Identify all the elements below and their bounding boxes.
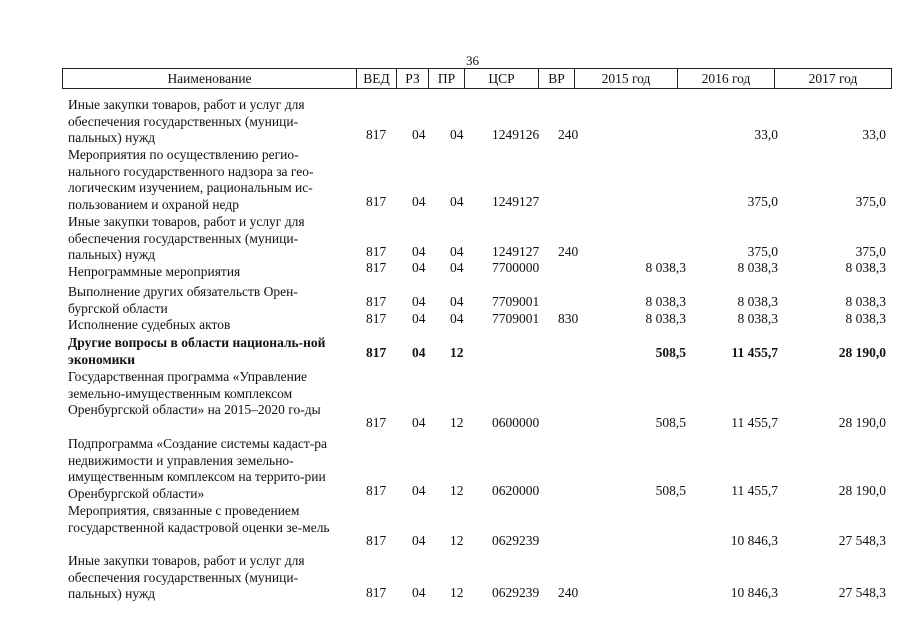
cell-y2017: 28 190,0 [838, 415, 886, 430]
cell-y2016: 375,0 [747, 244, 778, 259]
cell-y2016: 375,0 [747, 194, 778, 209]
header-pr: ПР [428, 69, 464, 88]
cell-y2017: 27 548,3 [838, 533, 886, 548]
cell-csr: 7709001 [492, 294, 540, 309]
cell-y2016: 10 846,3 [730, 533, 778, 548]
cell-y2016: 8 038,3 [737, 260, 778, 275]
cell-rz: 04 [412, 260, 426, 275]
row-name: Иные закупки товаров, работ и услуг для обеспечения государственных (муници-пальных) нужд [68, 553, 305, 602]
cell-ved: 817 [366, 533, 387, 548]
row-name: Другие вопросы в области националь-ной экономики [68, 335, 326, 367]
header-ved: ВЕД [356, 69, 396, 88]
cell-y2016: 33,0 [754, 127, 778, 142]
cell-y2015: 508,5 [655, 345, 686, 360]
cell-rz: 04 [412, 194, 426, 209]
cell-y2017: 8 038,3 [845, 294, 886, 309]
cell-y2016: 10 846,3 [730, 585, 778, 600]
header-vr: ВР [538, 69, 574, 88]
cell-y2015: 8 038,3 [645, 311, 686, 326]
cell-ved: 817 [366, 415, 387, 430]
cell-ved: 817 [366, 194, 387, 209]
header-name: Наименование [167, 71, 252, 86]
cell-rz: 04 [412, 345, 426, 360]
cell-y2017: 33,0 [862, 127, 886, 142]
row-name: Иные закупки товаров, работ и услуг для обеспечения государственных (муници-пальных) нужд [68, 214, 305, 263]
header-2015: 2015 год [574, 69, 677, 88]
cell-y2017: 28 190,0 [838, 483, 886, 498]
cell-csr: 1249127 [492, 194, 540, 209]
cell-csr: 0629239 [492, 533, 540, 548]
cell-pr: 04 [450, 311, 464, 326]
cell-vr: 830 [558, 311, 579, 326]
cell-y2017: 8 038,3 [845, 260, 886, 275]
cell-pr: 12 [450, 345, 464, 360]
cell-csr: 7709001 [492, 311, 540, 326]
cell-rz: 04 [412, 244, 426, 259]
cell-rz: 04 [412, 294, 426, 309]
cell-pr: 04 [450, 244, 464, 259]
cell-csr: 0629239 [492, 585, 540, 600]
row-name: Мероприятия, связанные с проведением государственной кадастровой оценки зе-мель [68, 503, 330, 535]
cell-y2017: 28 190,0 [838, 345, 886, 360]
header-2016: 2016 год [677, 69, 774, 88]
cell-pr: 12 [450, 585, 464, 600]
row-name: Иные закупки товаров, работ и услуг для обеспечения государственных (муници-пальных) нужд [68, 97, 305, 146]
cell-y2015: 8 038,3 [645, 294, 686, 309]
cell-pr: 12 [450, 533, 464, 548]
cell-csr: 1249127 [492, 244, 540, 259]
cell-y2017: 375,0 [855, 194, 886, 209]
cell-y2016: 8 038,3 [737, 294, 778, 309]
cell-ved: 817 [366, 244, 387, 259]
cell-ved: 817 [366, 483, 387, 498]
cell-rz: 04 [412, 585, 426, 600]
cell-ved: 817 [366, 345, 387, 360]
cell-y2015: 508,5 [655, 483, 686, 498]
cell-y2016: 11 455,7 [731, 415, 778, 430]
header-2017: 2017 год [774, 69, 891, 88]
table-header [62, 68, 892, 89]
cell-y2017: 8 038,3 [845, 311, 886, 326]
cell-y2016: 11 455,7 [731, 483, 778, 498]
cell-pr: 04 [450, 260, 464, 275]
cell-vr: 240 [558, 585, 579, 600]
cell-vr: 240 [558, 127, 579, 142]
cell-rz: 04 [412, 533, 426, 548]
cell-ved: 817 [366, 585, 387, 600]
row-name: Непрограммные мероприятия [68, 264, 241, 279]
row-name: Подпрограмма «Создание системы кадаст-ра недвижимости и управления земельно-имущественным комплексом на террито-рии Оренбургской области» [68, 436, 328, 501]
cell-csr: 1249126 [492, 127, 540, 142]
cell-csr: 0620000 [492, 483, 540, 498]
page-number: 36 [466, 53, 479, 68]
cell-csr: 0600000 [492, 415, 540, 430]
cell-y2016: 8 038,3 [737, 311, 778, 326]
row-name: Выполнение других обязательств Орен-бургской области [68, 284, 298, 316]
cell-y2015: 8 038,3 [645, 260, 686, 275]
cell-pr: 04 [450, 194, 464, 209]
cell-csr: 7700000 [492, 260, 540, 275]
row-name: Мероприятия по осуществлению регио-нального государственного надзора за гео-логическим изучением, рациональным ис-пользованием и охраной недр [68, 147, 314, 212]
cell-rz: 04 [412, 415, 426, 430]
cell-rz: 04 [412, 311, 426, 326]
cell-rz: 04 [412, 483, 426, 498]
cell-y2015: 508,5 [655, 415, 686, 430]
cell-pr: 04 [450, 294, 464, 309]
cell-ved: 817 [366, 127, 387, 142]
row-name: Государственная программа «Управление земельно-имущественным комплексом Оренбургской области» на 2015–2020 го-ды [68, 369, 321, 418]
header-rz: РЗ [396, 69, 428, 88]
row-name: Исполнение судебных актов [68, 317, 231, 332]
cell-pr: 12 [450, 415, 464, 430]
cell-pr: 04 [450, 127, 464, 142]
cell-vr: 240 [558, 244, 579, 259]
cell-y2017: 375,0 [855, 244, 886, 259]
cell-ved: 817 [366, 294, 387, 309]
cell-pr: 12 [450, 483, 464, 498]
cell-ved: 817 [366, 311, 387, 326]
header-csr: ЦСР [464, 69, 538, 88]
cell-ved: 817 [366, 260, 387, 275]
cell-y2016: 11 455,7 [731, 345, 778, 360]
cell-rz: 04 [412, 127, 426, 142]
cell-y2017: 27 548,3 [838, 585, 886, 600]
